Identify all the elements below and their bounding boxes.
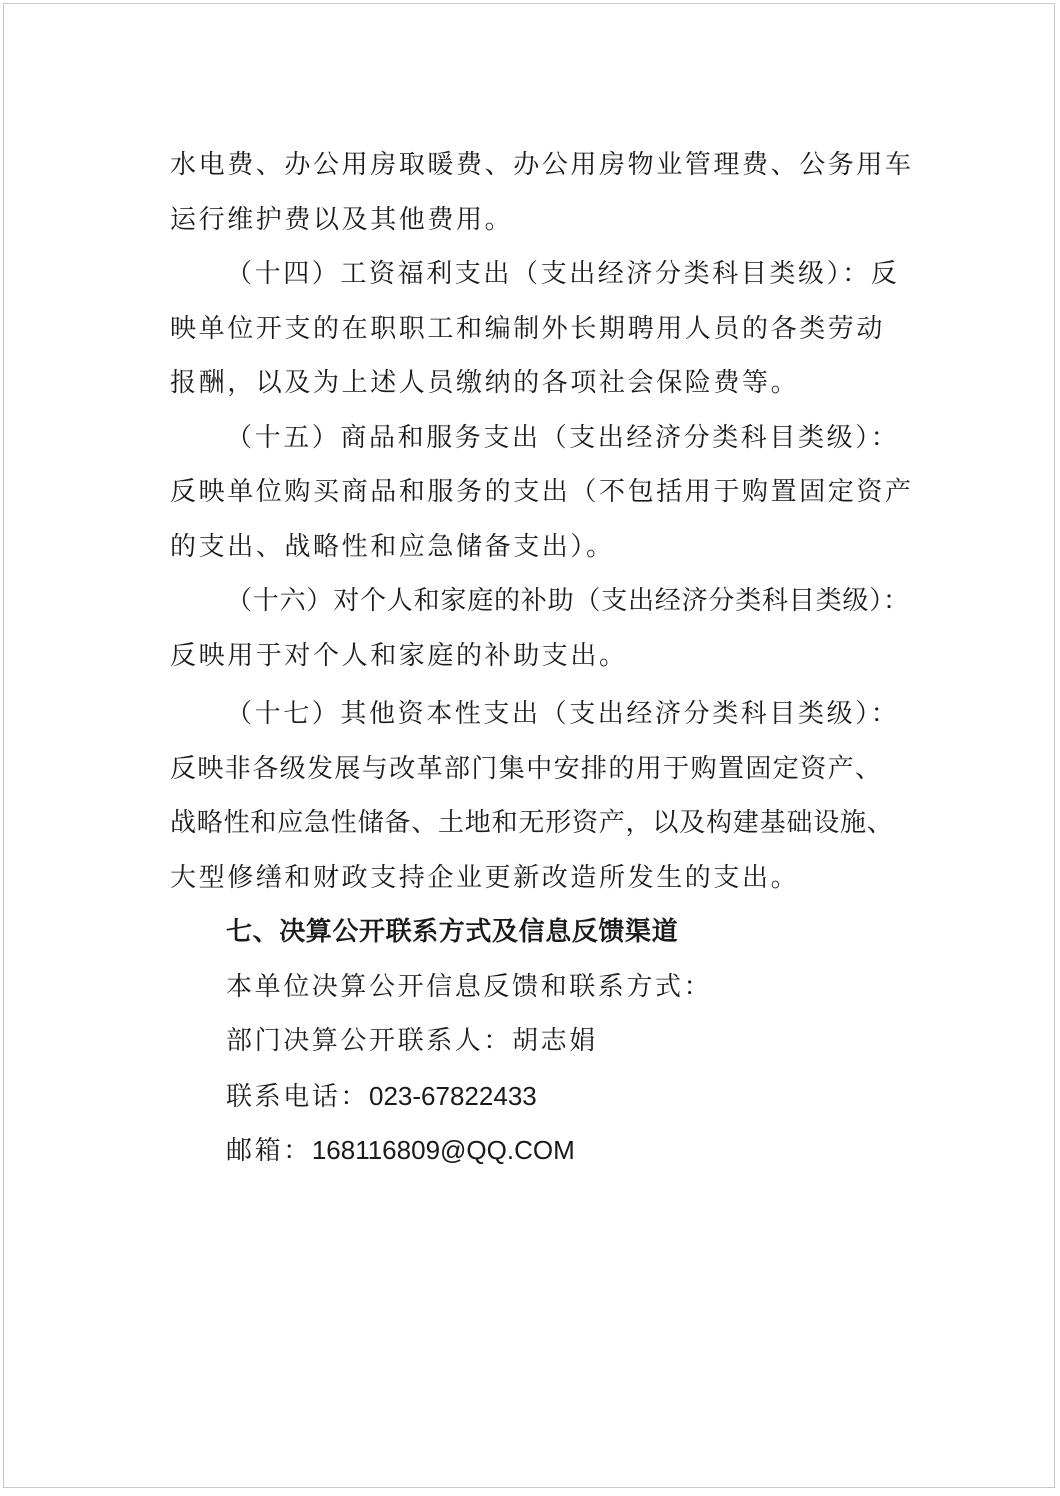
contact-intro: 本单位决算公开信息反馈和联系方式： [226,971,713,1002]
contact-phone-line [170,1069,910,1124]
contact-phone-number: 023-67822433 [369,1080,537,1111]
paragraph-line: 运行维护费以及其他费用。 [170,204,514,235]
paragraph-line: （十四）工资福利支出（支出经济分类科目类级）：反 [226,259,900,289]
contact-person-name: 胡志娟 [512,1026,598,1056]
paragraph-line: 反映单位购买商品和服务的支出（不包括用于购置固定资产 [170,477,914,507]
paragraph-line: （十六）对个人和家庭的补助（支出经济分类科目类级）： [226,586,910,616]
paragraph-line: （十五）商品和服务支出（支出经济分类科目类级）： [226,422,900,453]
paragraph-line: 水电费、办公用房取暖费、办公用房物业管理费、公务用车 [170,150,914,180]
contact-email-label: 邮箱： [226,1136,312,1166]
contact-phone-label: 联系电话： [226,1081,370,1112]
paragraph-line: 报酬，以及为上述人员缴纳的各项社会保险费等。 [170,368,800,398]
contact-person-line [170,1014,910,1069]
document-body [170,138,914,1178]
paragraph-line: 战略性和应急性储备、土地和无形资产，以及构建基础设施、 [170,808,894,838]
section-heading: 七、决算公开联系方式及信息反馈渠道 [226,917,679,947]
paragraph-line: 大型修缮和财政支持企业更新改造所发生的支出。 [170,862,800,893]
contact-person-label: 部门决算公开联系人： [226,1026,513,1056]
document-page [3,3,1055,1488]
paragraph-line: 反映非各级发展与改革部门集中安排的用于购置固定资产、 [170,753,883,784]
paragraph-line: 反映用于对个人和家庭的补助支出。 [170,640,628,671]
paragraph-line: （十七）其他资本性支出（支出经济分类科目类级）： [226,699,900,729]
contact-email-line [170,1123,910,1178]
paragraph-line: 的支出、战略性和应急储备支出）。 [170,531,615,562]
paragraph-line: 映单位开支的在职职工和编制外长期聘用人员的各类劳动 [170,313,886,344]
contact-email-address: 168116809@QQ.COM [311,1135,575,1165]
